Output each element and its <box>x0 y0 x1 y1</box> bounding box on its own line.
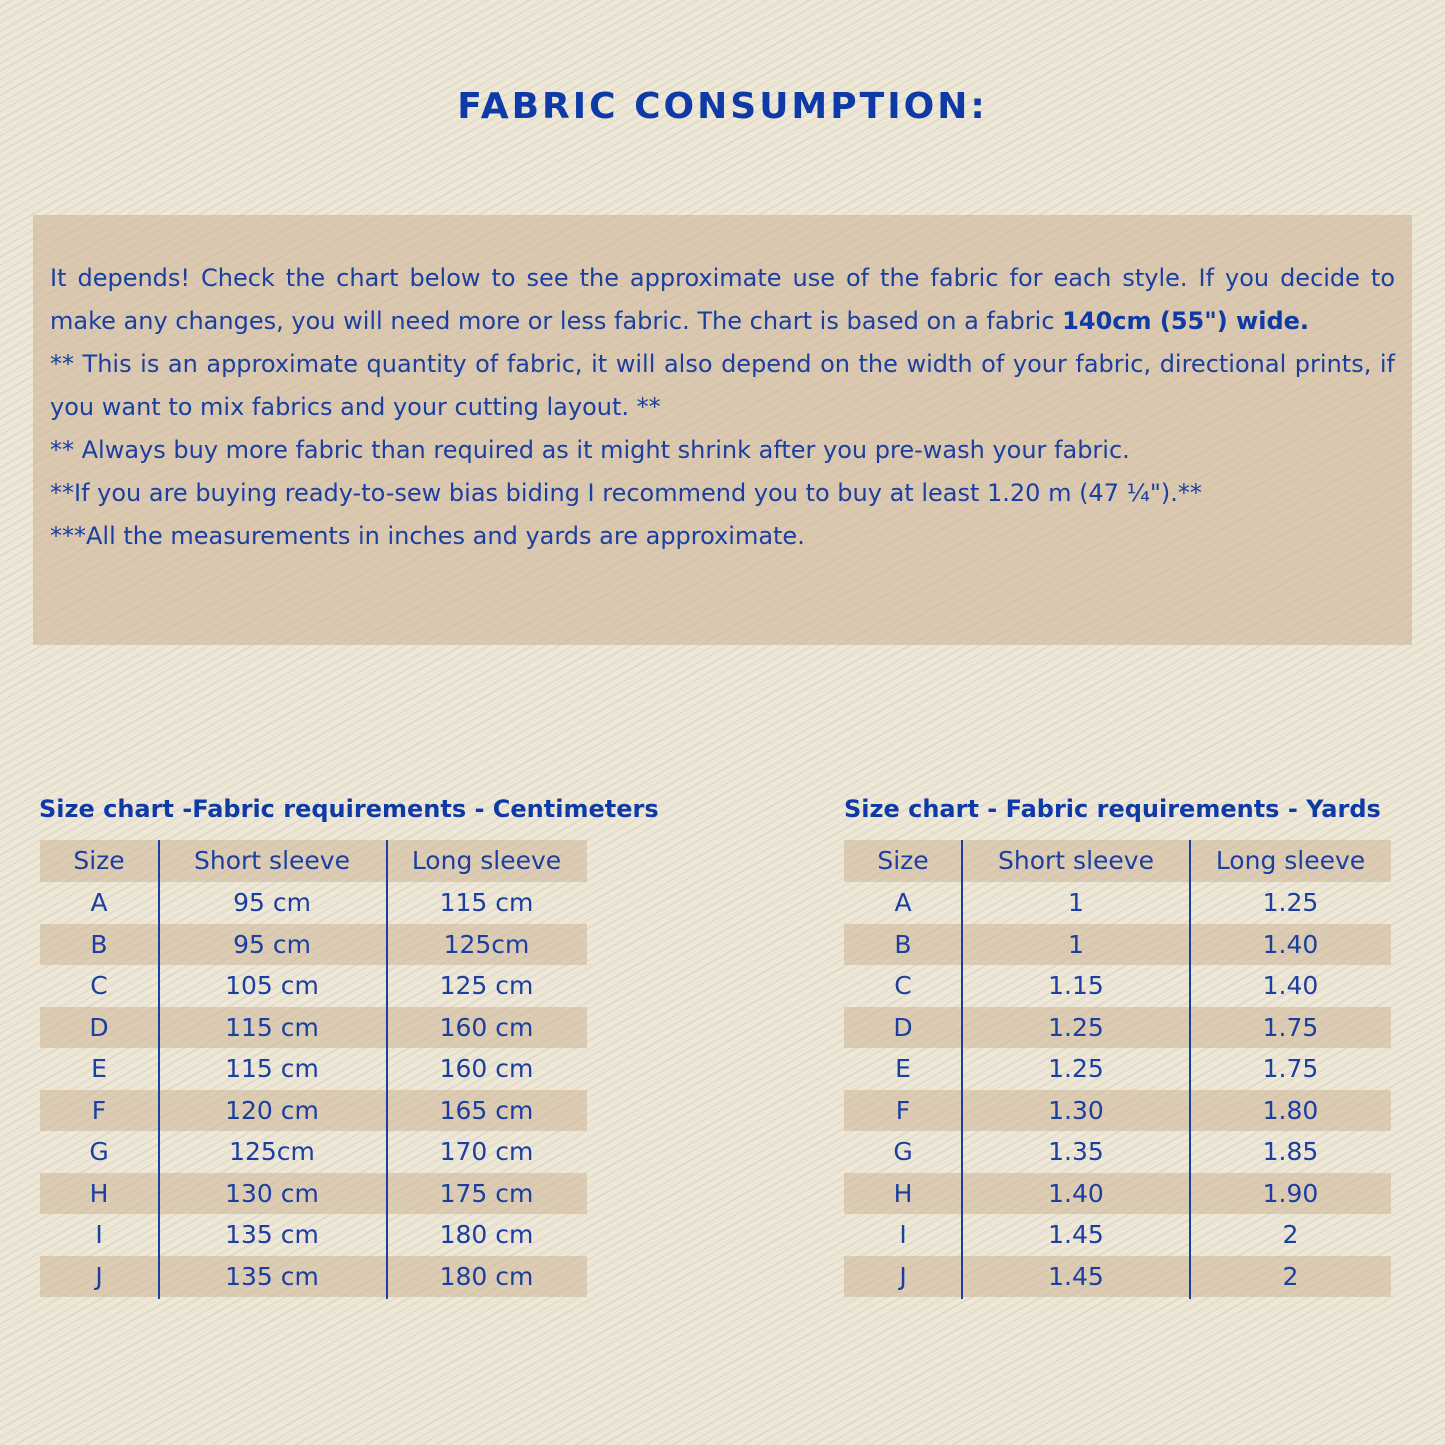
cm-cell-size: D <box>89 1012 109 1042</box>
yd-cell-size: D <box>893 1012 913 1042</box>
cm-cell-size: E <box>91 1054 107 1083</box>
info-line-approximate: ***All the measurements in inches and yards are approximate. <box>50 522 805 550</box>
yd-table-row <box>844 1007 1391 1049</box>
cm-table-divider-2 <box>386 840 388 1299</box>
cm-cell-short-sleeve: 95 cm <box>233 888 311 917</box>
yd-cell-long-sleeve: 1.75 <box>1262 1012 1319 1042</box>
yd-table-row <box>844 882 1391 924</box>
yd-cell-long-sleeve: 2 <box>1282 1261 1299 1291</box>
yd-cell-short-sleeve: 1.45 <box>1048 1261 1104 1291</box>
yd-cell-long-sleeve: 1.25 <box>1262 888 1319 917</box>
cm-header-size: Size <box>73 846 125 875</box>
cm-cell-long-sleeve: 180 cm <box>439 1261 534 1291</box>
yd-cell-size: E <box>895 1054 911 1083</box>
yd-table-row <box>844 1131 1391 1173</box>
info-panel <box>33 215 1412 645</box>
cm-table-divider-1 <box>158 840 160 1299</box>
cm-cell-short-sleeve: 95 cm <box>233 929 311 959</box>
cm-cell-long-sleeve: 160 cm <box>439 1054 534 1083</box>
yd-header-size: Size <box>877 846 929 875</box>
yd-table-row <box>844 1256 1391 1298</box>
cm-table-row <box>40 924 587 966</box>
yd-table-row <box>844 1048 1391 1090</box>
yd-cell-short-sleeve: 1 <box>1068 929 1084 959</box>
yd-cell-size: B <box>894 929 912 959</box>
cm-size-table <box>40 840 587 1297</box>
cm-table-row <box>40 1007 587 1049</box>
yd-table-divider-2 <box>1189 840 1191 1299</box>
cm-cell-short-sleeve: 105 cm <box>225 971 319 1000</box>
yd-cell-short-sleeve: 1.25 <box>1048 1054 1104 1083</box>
yd-cell-size: A <box>894 888 912 917</box>
cm-table-row <box>40 965 587 1007</box>
cm-cell-size: A <box>90 888 108 917</box>
cm-cell-size: F <box>91 1095 107 1125</box>
cm-cell-size: H <box>89 1178 109 1208</box>
cm-cell-short-sleeve: 115 cm <box>225 1054 319 1083</box>
cm-cell-long-sleeve: 175 cm <box>439 1178 534 1208</box>
cm-cell-long-sleeve: 160 cm <box>439 1012 534 1042</box>
yd-table-row <box>844 965 1391 1007</box>
yd-header-long-sleeve: Long sleeve <box>1215 846 1366 875</box>
fabric-width-note: 140cm (55") wide. <box>1062 307 1310 335</box>
cm-cell-size: C <box>90 971 108 1000</box>
yd-table-divider-1 <box>961 840 963 1299</box>
yd-cell-long-sleeve: 1.40 <box>1262 971 1319 1000</box>
cm-chart-title: Size chart -Fabric requirements - Centimeters <box>39 795 659 823</box>
page-title: FABRIC CONSUMPTION: <box>457 86 988 127</box>
yd-table-row <box>844 1214 1391 1256</box>
cm-cell-size: B <box>90 929 108 959</box>
cm-header-short-sleeve: Short sleeve <box>194 846 350 875</box>
yd-table-row <box>844 924 1391 966</box>
yd-table-row <box>844 1090 1391 1132</box>
yd-cell-long-sleeve: 1.80 <box>1262 1095 1319 1125</box>
cm-cell-long-sleeve: 115 cm <box>439 888 534 917</box>
cm-table-row <box>40 1048 587 1090</box>
cm-cell-short-sleeve: 115 cm <box>225 1012 319 1042</box>
cm-table-row <box>40 1173 587 1215</box>
yd-size-table <box>844 840 1391 1297</box>
info-paragraph-1 <box>50 257 1395 343</box>
cm-table-header <box>40 840 587 882</box>
cm-cell-short-sleeve: 120 cm <box>225 1095 319 1125</box>
yd-cell-short-sleeve: 1.45 <box>1048 1220 1104 1249</box>
cm-table-row <box>40 1131 587 1173</box>
yd-cell-long-sleeve: 1.75 <box>1262 1054 1319 1083</box>
yd-cell-size: H <box>893 1178 913 1208</box>
cm-cell-long-sleeve: 180 cm <box>439 1220 534 1249</box>
cm-cell-long-sleeve: 125cm <box>443 929 530 959</box>
yd-cell-long-sleeve: 1.40 <box>1262 929 1319 959</box>
yd-cell-short-sleeve: 1 <box>1068 888 1084 917</box>
yd-cell-size: G <box>893 1137 913 1166</box>
yd-chart-title: Size chart - Fabric requirements - Yards <box>844 795 1381 823</box>
cm-cell-short-sleeve: 135 cm <box>225 1220 319 1249</box>
info-line-shrink: ** Always buy more fabric than required as it might shrink after you pre-wash your fabric. <box>50 436 1130 464</box>
yd-cell-long-sleeve: 1.90 <box>1262 1178 1319 1208</box>
cm-cell-long-sleeve: 170 cm <box>439 1137 534 1166</box>
yd-cell-long-sleeve: 1.85 <box>1262 1137 1319 1166</box>
yd-cell-short-sleeve: 1.35 <box>1048 1137 1104 1166</box>
cm-cell-size: G <box>89 1137 109 1166</box>
yd-table-header <box>844 840 1391 882</box>
yd-cell-size: F <box>895 1095 911 1125</box>
cm-header-long-sleeve: Long sleeve <box>411 846 562 875</box>
cm-cell-short-sleeve: 135 cm <box>225 1261 319 1291</box>
yd-cell-short-sleeve: 1.25 <box>1048 1012 1104 1042</box>
info-line-bias-binding: **If you are buying ready-to-sew bias biding I recommend you to buy at least 1.20 m (47 ¼").** <box>50 479 1202 507</box>
cm-cell-long-sleeve: 165 cm <box>439 1095 534 1125</box>
cm-cell-short-sleeve: 130 cm <box>225 1178 319 1208</box>
cm-table-row <box>40 1256 587 1298</box>
cm-table-row <box>40 1214 587 1256</box>
cm-table-row <box>40 1090 587 1132</box>
cm-cell-size: I <box>95 1220 103 1249</box>
yd-cell-short-sleeve: 1.15 <box>1048 971 1104 1000</box>
yd-cell-size: C <box>894 971 912 1000</box>
cm-cell-short-sleeve: 125cm <box>229 1137 315 1166</box>
yd-cell-short-sleeve: 1.30 <box>1048 1095 1104 1125</box>
yd-cell-size: J <box>899 1261 907 1291</box>
yd-cell-size: I <box>899 1220 907 1249</box>
cm-table-row <box>40 882 587 924</box>
yd-table-row <box>844 1173 1391 1215</box>
cm-cell-size: J <box>95 1261 103 1291</box>
yd-cell-short-sleeve: 1.40 <box>1048 1178 1104 1208</box>
yd-header-short-sleeve: Short sleeve <box>998 846 1154 875</box>
yd-cell-long-sleeve: 2 <box>1282 1220 1299 1249</box>
cm-cell-long-sleeve: 125 cm <box>439 971 534 1000</box>
info-paragraph-2: ** This is an approximate quantity of fabric, it will also depend on the width of your fabric, directional prints, if you want to mix fabrics and your cutting layout. ** <box>50 350 1395 421</box>
info-paragraph-1-text: It depends! Check the chart below to see the approximate use of the fabric for each style. If you decide to make any changes, you will need more or less fabric. The chart is based on a fabric <box>50 264 1395 335</box>
